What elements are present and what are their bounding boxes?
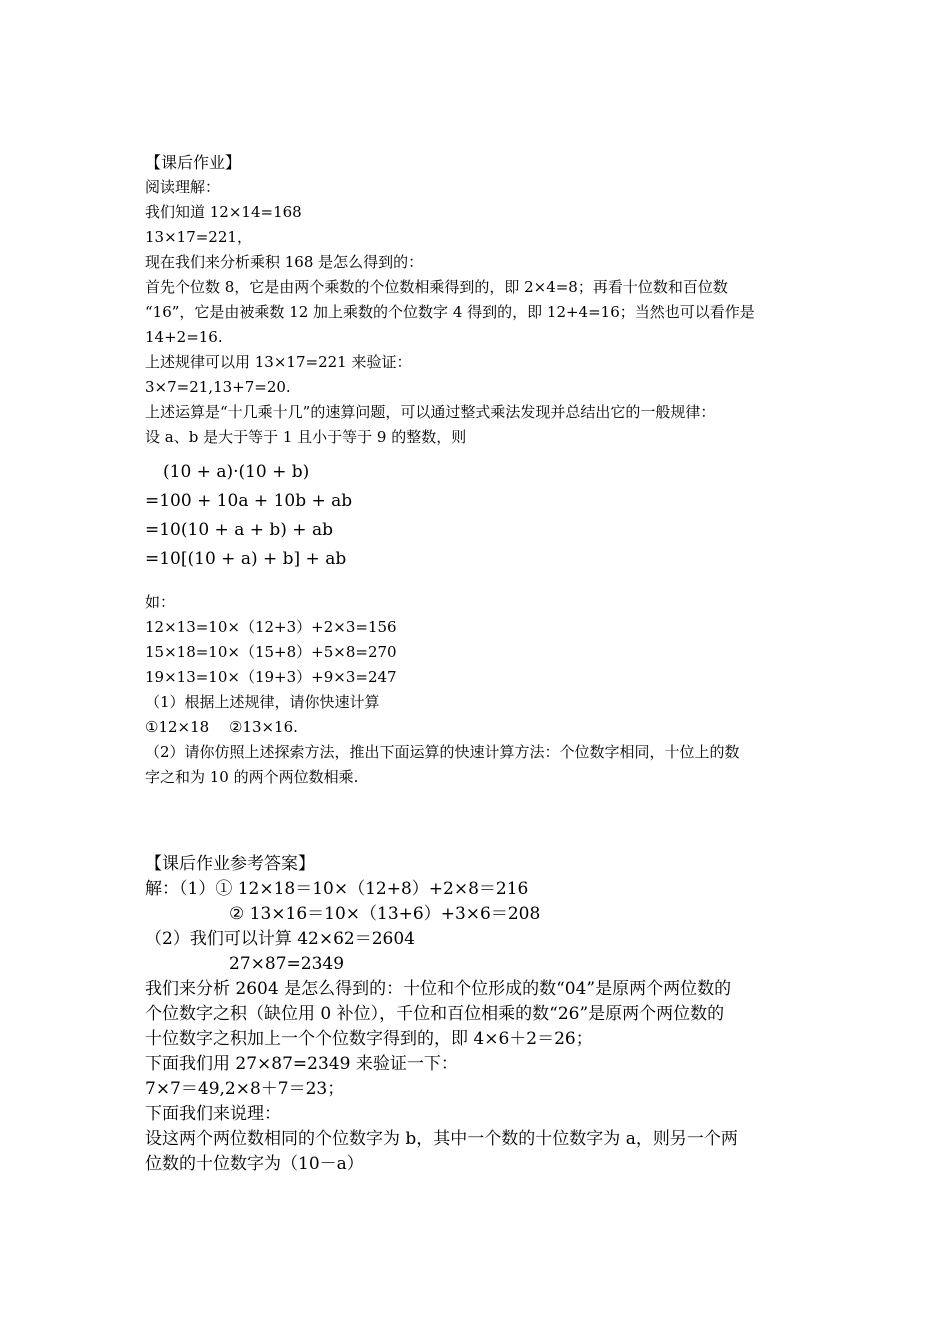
answer-line: 设这两个两位数相同的个位数字为 b，其中一个数的十位数字为 a，则另一个两	[145, 1129, 738, 1149]
text-line: 3×7=21,13+7=20.	[145, 378, 291, 396]
formula-line: =10(10 + a + b) + ab	[145, 520, 333, 540]
answer-line: 我们来分析 2604 是怎么得到的：十位和个位形成的数“04”是原两个两位数的	[145, 979, 732, 999]
formula-line: (10 + a)·(10 + b)	[163, 462, 310, 482]
answer-line: 位数的十位数字为（10－a）	[145, 1154, 364, 1174]
answer-line: 下面我们来说理：	[145, 1104, 281, 1124]
answer-line: 7×7＝49,2×8＋7＝23；	[145, 1079, 345, 1099]
answer-line: 下面我们用 27×87=2349 来验证一下：	[145, 1054, 458, 1074]
answer-section	[145, 852, 825, 1177]
answer-title: 【课后作业参考答案】	[145, 854, 315, 874]
text-line: 15×18=10×（15+8）+5×8=270	[145, 643, 397, 661]
text-line: 如：	[145, 593, 176, 611]
document-page	[145, 150, 825, 1177]
text-line: 现在我们来分析乘积 168 是怎么得到的：	[145, 253, 424, 271]
text-line: （2）请你仿照上述探索方法，推出下面运算的快速计算方法：个位数字相同，十位上的数	[145, 743, 740, 761]
text-line: 我们知道 12×14=168	[145, 203, 302, 221]
text-line: “16”，它是由被乘数 12 加上乘数的个位数字 4 得到的，即 12+4=16；当然也可以看作是	[145, 303, 755, 321]
text-line: 设 a、b 是大于等于 1 且小于等于 9 的整数，则	[145, 428, 467, 446]
text-line: （1）根据上述规律，请你快速计算	[145, 693, 380, 711]
text-line: 字之和为 10 的两个两位数相乘.	[145, 768, 359, 786]
answer-line: 个位数字之积（缺位用 0 补位），千位和百位相乘的数“26”是原两个两位数的	[145, 1004, 725, 1024]
formula-line: =100 + 10a + 10b + ab	[145, 491, 353, 511]
answer-line: 十位数字之积加上一个个位数字得到的，即 4×6＋2＝26；	[145, 1029, 593, 1049]
answer-line: ② 13×16＝10×（13+6）+3×6＝208	[229, 904, 541, 924]
text-line: 13×17=221，	[145, 228, 252, 246]
answer-line: 解：（1）① 12×18＝10×（12+8）+2×8＝216	[145, 879, 529, 899]
text-line: 首先个位数 8，它是由两个乘数的个位数相乘得到的，即 2×4=8；再看十位数和百位数	[145, 278, 728, 296]
answer-line: （2）我们可以计算 42×62＝2604	[145, 929, 415, 949]
text-line: 阅读理解：	[145, 178, 221, 196]
formula-line: =10[(10 + a) + b] + ab	[145, 549, 347, 569]
text-line: 上述运算是“十几乘十几”的速算问题，可以通过整式乘法发现并总结出它的一般规律：	[145, 403, 716, 421]
answer-line: 27×87=2349	[229, 954, 345, 974]
text-line: 12×13=10×（12+3）+2×3=156	[145, 618, 397, 636]
text-line: 14+2=16.	[145, 328, 223, 346]
text-line: 19×13=10×（19+3）+9×3=247	[145, 668, 397, 686]
text-line: ①12×18 ②13×16.	[145, 718, 298, 736]
text-line: 上述规律可以用 13×17=221 来验证：	[145, 353, 412, 371]
homework-title: 【课后作业】	[145, 153, 242, 172]
